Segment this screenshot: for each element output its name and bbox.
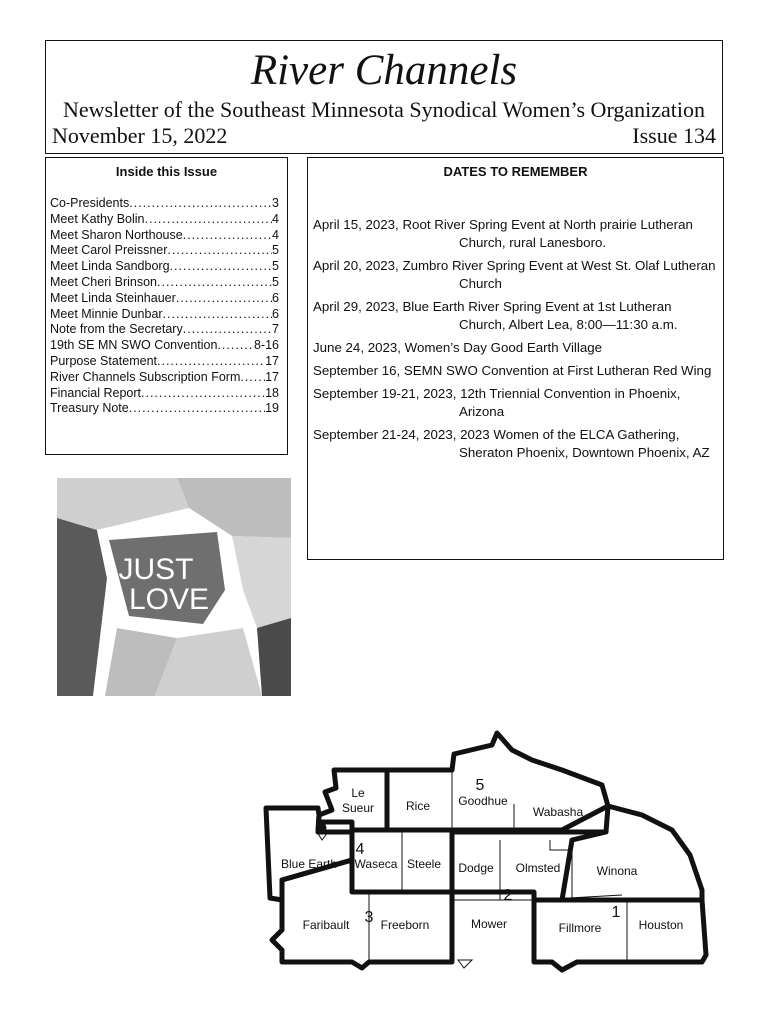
toc-leader-dots <box>217 338 254 354</box>
toc-entry <box>50 322 279 338</box>
district-number-1: 1 <box>611 904 621 921</box>
love-text: LOVE <box>128 583 210 616</box>
mosaic-tile <box>257 618 291 696</box>
toc-entry <box>50 259 279 275</box>
county-label-dodge: Dodge <box>458 861 494 875</box>
county-label-goodhue: Goodhue <box>458 794 508 808</box>
county-label-le-sueur: Sueur <box>341 801 375 815</box>
toc-leader-dots <box>167 243 272 259</box>
inside-this-issue-title: Inside this Issue <box>115 164 218 179</box>
county-label-freeborn: Freeborn <box>380 918 430 932</box>
toc-entry <box>50 386 279 402</box>
issue-number: Issue 134 <box>632 123 716 148</box>
toc-entry-title: Note from the Secretary <box>50 322 183 337</box>
toc-entry <box>50 291 279 307</box>
dates-list <box>313 216 719 467</box>
toc-entry-title: Meet Carol Preissner <box>50 243 168 258</box>
county-label-blue-earth: Blue Earth <box>280 857 338 871</box>
toc-leader-dots <box>176 291 272 307</box>
inside-this-issue-box <box>45 157 288 455</box>
toc-entry-title: 19th SE MN SWO Convention <box>50 338 218 353</box>
toc-entry-title: Meet Kathy Bolin <box>50 211 145 226</box>
toc-leader-dots <box>163 307 272 323</box>
dates-to-remember-box <box>307 157 724 560</box>
toc-leader-dots <box>170 259 273 275</box>
toc-entry <box>50 370 279 386</box>
newsletter-title: River Channels <box>250 47 518 94</box>
toc-entry <box>50 275 279 291</box>
date-entry: September 21-24, 2023, 2023 Women of the ELCA Gathering, Sheraton Phoenix, Downtown Phoenix, AZ <box>313 427 710 460</box>
toc-leader-dots <box>183 322 272 338</box>
toc-entry-page: 8-16 <box>253 338 279 353</box>
county-label-faribault: Faribault <box>302 918 350 932</box>
toc-entry <box>50 338 279 354</box>
date-entry: April 15, 2023, Root River Spring Event at North prairie Lutheran Church, rural Lanesboro. <box>313 217 693 250</box>
county-label-rice: Rice <box>405 799 431 813</box>
toc-entry-page: 5 <box>272 243 279 258</box>
just-love-graphic <box>57 478 291 696</box>
toc-entry-title: Meet Cheri Brinson <box>50 274 157 289</box>
toc-leader-dots <box>129 196 272 212</box>
toc-leader-dots <box>157 354 265 370</box>
district-number-2: 2 <box>503 887 513 904</box>
district-number-4: 4 <box>355 841 365 858</box>
toc-entry <box>50 212 279 228</box>
toc-entry-page: 7 <box>272 322 279 337</box>
toc-entry <box>50 196 279 212</box>
county-label-olmsted: Olmsted <box>515 861 561 875</box>
toc-entry-title: Treasury Note <box>50 401 129 416</box>
toc-leader-dots <box>145 212 273 228</box>
toc-entry-title: Meet Linda Sandborg <box>50 259 170 274</box>
toc-entry-page: 17 <box>265 353 279 368</box>
just-text: JUST <box>118 553 194 586</box>
district-number-5: 5 <box>475 777 485 794</box>
table-of-contents <box>50 196 279 417</box>
issue-date: November 15, 2022 <box>52 123 228 148</box>
masthead <box>45 40 723 154</box>
toc-entry-page: 5 <box>272 274 279 289</box>
county-label-mower: Mower <box>470 917 508 931</box>
toc-leader-dots <box>129 401 265 417</box>
toc-entry-page: 18 <box>265 385 279 400</box>
county-label-steele: Steele <box>406 857 442 871</box>
toc-entry-page: 4 <box>272 227 279 242</box>
toc-entry-title: Purpose Statement <box>50 353 158 368</box>
toc-entry-title: River Channels Subscription Form <box>50 369 241 384</box>
toc-entry <box>50 354 279 370</box>
toc-entry-title: Financial Report <box>50 385 142 400</box>
county-label-wabasha: Wabasha <box>532 805 584 819</box>
toc-entry-page: 17 <box>265 369 279 384</box>
county-label-le-sueur: Le <box>351 786 365 800</box>
date-entry: April 20, 2023, Zumbro River Spring Event at West St. Olaf Lutheran Church <box>313 258 716 291</box>
toc-entry-page: 4 <box>272 211 279 226</box>
toc-leader-dots <box>141 386 265 402</box>
toc-entry-page: 5 <box>272 259 279 274</box>
county-label-winona: Winona <box>596 864 638 878</box>
date-entry: June 24, 2023, Women’s Day Good Earth Village <box>313 340 603 355</box>
toc-entry-title: Co-Presidents <box>50 196 130 210</box>
toc-entry-page: 3 <box>272 196 279 210</box>
toc-entry-title: Meet Linda Steinhauer <box>50 290 176 305</box>
county-notch <box>458 960 472 968</box>
toc-entry-title: Meet Minnie Dunbar <box>50 306 163 321</box>
date-entry: September 19-21, 2023, 12th Triennial Convention in Phoenix, Arizona <box>313 386 681 419</box>
county-label-fillmore: Fillmore <box>558 921 602 935</box>
toc-leader-dots <box>157 275 272 291</box>
date-entry: April 29, 2023, Blue Earth River Spring Event at 1st Lutheran Church, Albert Lea, 8:00—11:30 a.m. <box>313 299 678 332</box>
county-label-waseca: Waseca <box>354 857 398 871</box>
winona-boundary <box>606 806 702 900</box>
toc-entry <box>50 307 279 323</box>
toc-entry <box>50 401 279 417</box>
toc-entry <box>50 228 279 244</box>
dates-to-remember-title: DATES TO REMEMBER <box>443 164 588 179</box>
county-label-houston: Houston <box>638 918 684 932</box>
toc-leader-dots <box>183 228 272 244</box>
toc-entry-page: 6 <box>272 290 279 305</box>
toc-entry-page: 19 <box>265 401 279 416</box>
toc-leader-dots <box>240 370 265 386</box>
date-entry: September 16, SEMN SWO Convention at First Lutheran Red Wing <box>313 363 712 378</box>
newsletter-subtitle: Newsletter of the Southeast Minnesota Synodical Women’s Organization <box>62 97 706 122</box>
toc-entry-title: Meet Sharon Northouse <box>50 227 183 242</box>
district-3-boundary <box>272 860 452 968</box>
toc-entry <box>50 243 279 259</box>
district-number-3: 3 <box>364 909 374 926</box>
toc-entry-page: 6 <box>272 306 279 321</box>
southeast-minnesota-map <box>262 730 712 975</box>
